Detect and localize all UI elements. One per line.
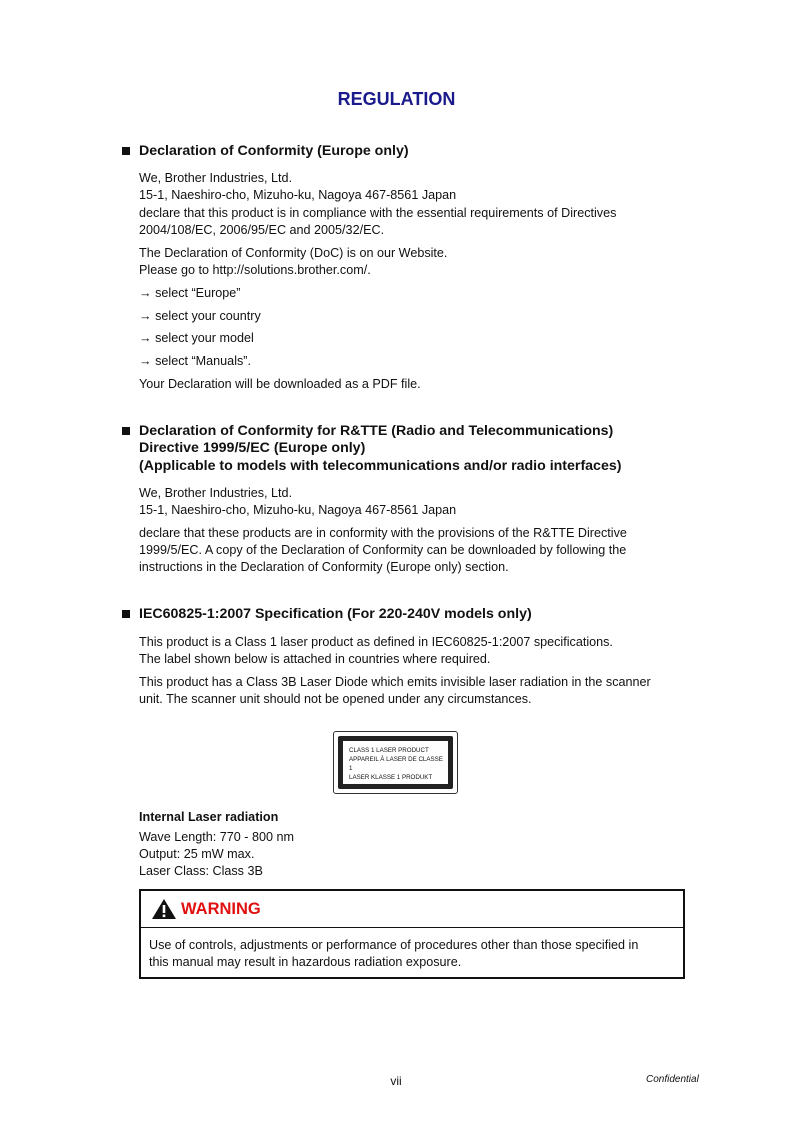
label-line: CLASS 1 LASER PRODUCT [349, 747, 429, 754]
text-line: Laser Class: Class 3B [139, 864, 263, 878]
bullet-icon [122, 427, 130, 435]
text-line: The Declaration of Conformity (DoC) is on our Website. [139, 246, 448, 260]
text-line: 15-1, Naeshiro-cho, Mizuho-ku, Nagoya 467-8561 Japan [139, 188, 457, 202]
section-heading: Directive 1999/5/EC (Europe only) [139, 440, 366, 456]
page-title: REGULATION [337, 89, 456, 109]
text-line: → select “Manuals”. [139, 354, 251, 368]
label-line: APPAREIL À LASER DE CLASSE 1 [349, 756, 443, 772]
warning-triangle-icon [151, 898, 177, 920]
section-heading: Declaration of Conformity for R&TTE (Radio and Telecommunications) [139, 423, 614, 439]
section-heading: IEC60825-1:2007 Specification (For 220-240V models only) [139, 606, 532, 622]
text-line: 15-1, Naeshiro-cho, Mizuho-ku, Nagoya 467-8561 Japan [139, 503, 457, 517]
text-line: → select your model [139, 331, 254, 345]
text-line: → select “Europe” [139, 286, 241, 300]
confidential-label: Confidential [646, 1074, 699, 1085]
page-number: vii [390, 1074, 402, 1088]
text-line: Output: 25 mW max. [139, 847, 255, 861]
bullet-icon [122, 147, 130, 155]
text-line: 2004/108/EC, 2006/95/EC and 2005/32/EC. [139, 223, 385, 237]
text-line: This product has a Class 3B Laser Diode which emits invisible laser radiation in the scanner [139, 675, 651, 689]
bullet-icon [122, 610, 130, 618]
text-line: Use of controls, adjustments or performance of procedures other than those specified in [149, 938, 639, 952]
text-line: instructions in the Declaration of Conformity (Europe only) section. [139, 560, 509, 574]
text-line: This product is a Class 1 laser product as defined in IEC60825-1:2007 specifications. [139, 635, 613, 649]
section-heading: (Applicable to models with telecommunications and/or radio interfaces) [139, 458, 622, 474]
text-line: declare that this product is in compliance with the essential requirements of Directives [139, 206, 617, 220]
warning-title: WARNING [181, 900, 261, 918]
text-line: Your Declaration will be downloaded as a PDF file. [139, 377, 421, 391]
text-line: declare that these products are in conformity with the provisions of the R&TTE Directive [139, 526, 627, 540]
text-line: Wave Length: 770 - 800 nm [139, 830, 294, 844]
text-line: → select your country [139, 309, 261, 323]
section-heading: Declaration of Conformity (Europe only) [139, 143, 409, 159]
text-line: We, Brother Industries, Ltd. [139, 171, 293, 185]
warning-box [139, 889, 685, 979]
text-line: unit. The scanner unit should not be opened under any circumstances. [139, 692, 532, 706]
text-line: The label shown below is attached in countries where required. [139, 652, 491, 666]
laser-class-label [333, 731, 458, 794]
text-line: 1999/5/EC. A copy of the Declaration of Conformity can be downloaded by following the [139, 543, 627, 557]
text-line: We, Brother Industries, Ltd. [139, 486, 293, 500]
text-line: this manual may result in hazardous radiation exposure. [149, 955, 462, 969]
subheading: Internal Laser radiation [139, 810, 279, 824]
label-line: LASER KLASSE 1 PRODUKT [349, 774, 433, 781]
text-line: Please go to http://solutions.brother.com/. [139, 263, 371, 277]
